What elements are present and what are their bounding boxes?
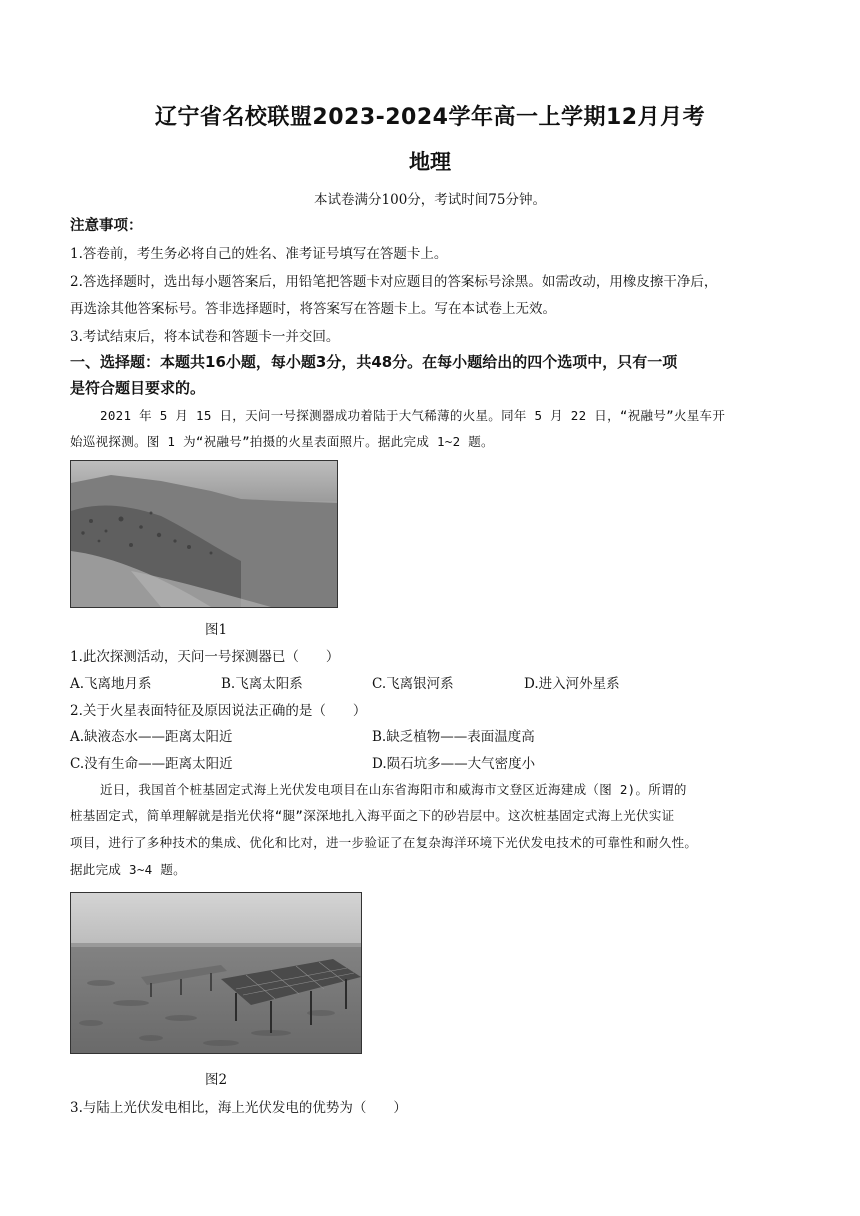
q2-option-d: D.陨石坑多——大气密度小 [372, 756, 536, 772]
note-1: 1.答卷前，考生务必将自己的姓名、准考证号填写在答题卡上。 [70, 246, 448, 262]
q2-option-b: B.缺乏植物——表面温度高 [372, 729, 535, 745]
note-3: 3.考试结束后，将本试卷和答题卡一并交回。 [70, 329, 340, 345]
subject-title: 地理 [409, 150, 451, 174]
q1-option-d: D.进入河外星系 [524, 676, 620, 692]
section-heading-line-2: 是符合题目要求的。 [70, 379, 206, 397]
passage2-line-2: 桩基固定式，简单理解就是指光伏将“腿”深深地扎入海平面之下的砂岩层中。这次桩基固定式海上光伏实证 [70, 808, 675, 823]
q2-option-a: A.缺液态水——距离太阳近 [70, 729, 233, 745]
q3-stem: 3.与陆上光伏发电相比，海上光伏发电的优势为（ ） [70, 1100, 407, 1116]
exam-info: 本试卷满分100分，考试时间75分钟。 [314, 192, 546, 208]
mars-surface-photo [70, 460, 338, 608]
exam-title: 辽宁省名校联盟2023-2024学年高一上学期12月月考 [154, 105, 706, 130]
q1-stem: 1.此次探测活动，天问一号探测器已（ ） [70, 649, 340, 665]
figure1-caption: 图1 [205, 622, 228, 638]
passage1-line-1: 2021 年 5 月 15 日，天问一号探测器成功着陆于大气稀薄的火星。同年 5 月 22 日，“祝融号”火星车开 [100, 408, 726, 423]
q1-option-b: B.飞离太阳系 [221, 676, 303, 692]
q1-option-a: A.飞离地月系 [70, 676, 152, 692]
notes-heading: 注意事项： [70, 218, 143, 234]
note-2-line-2: 再选涂其他答案标号。答非选择题时，将答案写在答题卡上。写在本试卷上无效。 [70, 301, 556, 317]
q2-option-c: C.没有生命——距离太阳近 [70, 756, 233, 772]
passage2-line-3: 项目，进行了多种技术的集成、优化和比对，进一步验证了在复杂海洋环境下光伏发电技术的可靠性和耐久性。 [70, 835, 698, 850]
q1-option-c: C.飞离银河系 [372, 676, 454, 692]
section-heading-line-1: 一、选择题：本题共16小题，每小题3分，共48分。在每小题给出的四个选项中，只有一项 [70, 353, 678, 371]
figure2-caption: 图2 [205, 1072, 228, 1088]
offshore-solar-photo [70, 892, 362, 1054]
note-2-line-1: 2.答选择题时，选出每小题答案后，用铅笔把答题卡对应题目的答案标号涂黑。如需改动，用橡皮擦干净后， [70, 274, 718, 290]
passage2-line-1: 近日，我国首个桩基固定式海上光伏发电项目在山东省海阳市和威海市文登区近海建成（图 2)。所谓的 [100, 782, 687, 797]
passage1-line-2: 始巡视探测。图 1 为“祝融号”拍摄的火星表面照片。据此完成 1~2 题。 [70, 434, 494, 449]
passage2-line-4: 据此完成 3~4 题。 [70, 862, 186, 877]
q2-stem: 2.关于火星表面特征及原因说法正确的是（ ） [70, 703, 367, 719]
